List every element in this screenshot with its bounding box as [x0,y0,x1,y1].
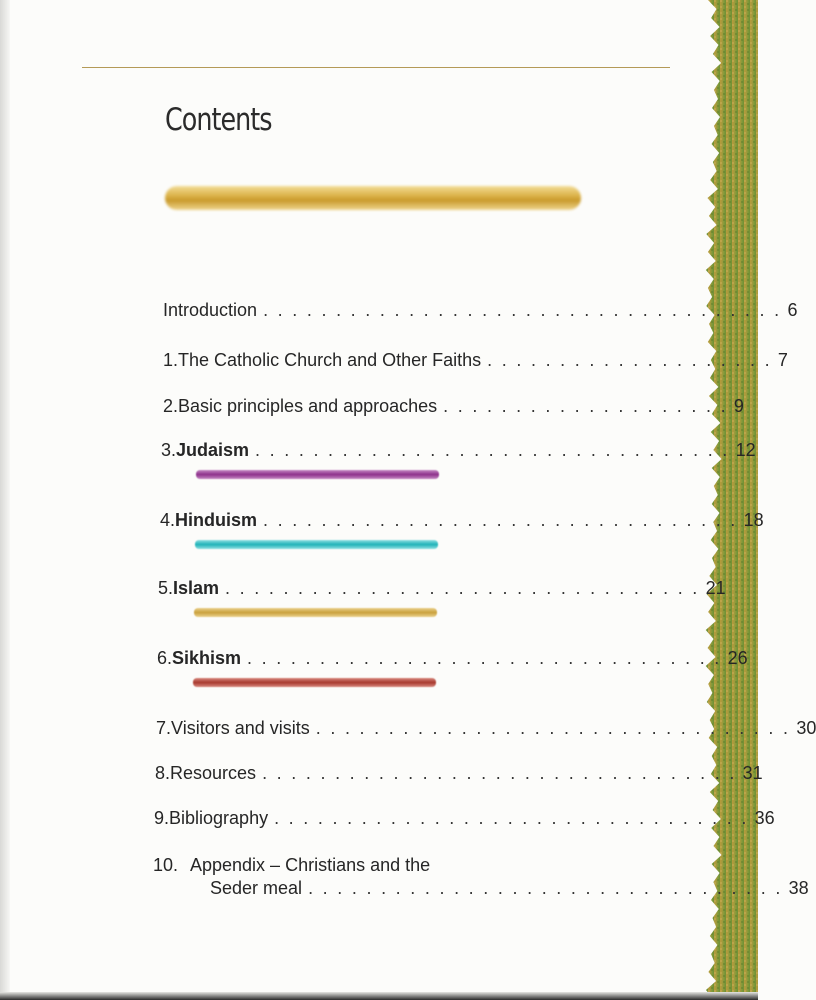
entry-number: 8. [155,763,171,783]
entry-number: 9. [154,808,170,828]
entry-number: 3. [161,440,177,460]
entry-label: Basic principles and approaches [178,396,438,416]
toc-entry-basic-principles [163,396,744,417]
sikhism-color-bar [193,678,436,687]
toc-entry-catholic-church [163,350,788,371]
entry-label: Bibliography [169,808,269,828]
toc-entry-introduction [163,300,798,321]
entry-page-number: 26 [727,648,748,668]
islam-color-bar [194,608,437,617]
dot-leader: . . . . . . . . . . . . . . . . . . . . [487,350,772,370]
judaism-color-bar [196,470,439,479]
entry-page-number: 12 [735,440,756,460]
dot-leader: . . . . . . . . . . . . . . . . . . . . [443,396,728,416]
dot-leader: . . . . . . . . . . . . . . . . . . . . . . . . . . . . . . . . . . . . [263,300,782,320]
entry-number: 10. [153,855,179,875]
toc-entry-appendix-line2 [210,878,809,899]
entry-page-number: 36 [754,808,775,828]
entry-number: 4. [160,510,176,530]
dot-leader: . . . . . . . . . . . . . . . . . . . . . . . . . . . . . . . . . [225,578,700,598]
entry-page-number: 38 [788,878,809,898]
entry-label: Visitors and visits [171,718,310,738]
page-bottom-edge [0,992,758,1000]
entry-page-number: 18 [743,510,764,530]
toc-entry-appendix [153,855,483,876]
toc-entry-resources [155,763,763,784]
entry-label: Hinduism [175,510,258,530]
toc-entry-judaism [161,440,756,461]
dot-leader: . . . . . . . . . . . . . . . . . . . . . . . . . . . . . . . . . [274,808,749,828]
entry-label: Introduction [163,300,258,320]
toc-entry-sikhism [157,648,748,669]
entry-page-number: 9 [733,396,744,416]
entry-page-number: 30 [796,718,816,738]
entry-label: Islam [173,578,220,598]
entry-label: The Catholic Church and Other Faiths [178,350,482,370]
entry-page-number: 6 [787,300,798,320]
dot-leader: . . . . . . . . . . . . . . . . . . . . . . . . . . . . . . . . . [315,718,791,738]
toc-entry-visitors [156,718,816,739]
entry-page-number: 21 [705,578,726,598]
toc-entry-islam [158,578,726,599]
toc-entry-bibliography [154,808,775,829]
entry-label: Resources [170,763,257,783]
entry-number: 2. [163,396,179,416]
entry-label-continued: Seder meal [210,878,303,898]
dot-leader: . . . . . . . . . . . . . . . . . . . . . . . . . . . . . . . . . [308,878,783,898]
dot-leader: . . . . . . . . . . . . . . . . . . . . . . . . . . . . . . . . . [255,440,730,460]
entry-number: 7. [156,718,172,738]
dot-leader: . . . . . . . . . . . . . . . . . . . . . . . . . . . . . . . . . [262,763,737,783]
dot-leader: . . . . . . . . . . . . . . . . . . . . . . . . . . . . . . . . . [263,510,738,530]
entry-label: Appendix – Christians and the [190,855,431,875]
entry-number: 5. [158,578,174,598]
entry-page-number: 7 [777,350,788,370]
entry-page-number: 31 [742,763,763,783]
page-title: Contents [165,102,272,138]
toc-entry-hinduism [160,510,764,531]
entry-label: Sikhism [172,648,242,668]
dot-leader: . . . . . . . . . . . . . . . . . . . . . . . . . . . . . . . . . [247,648,722,668]
entry-number: 6. [157,648,173,668]
entry-number: 1. [163,350,179,370]
hinduism-color-bar [195,540,438,549]
entry-label: Judaism [176,440,250,460]
